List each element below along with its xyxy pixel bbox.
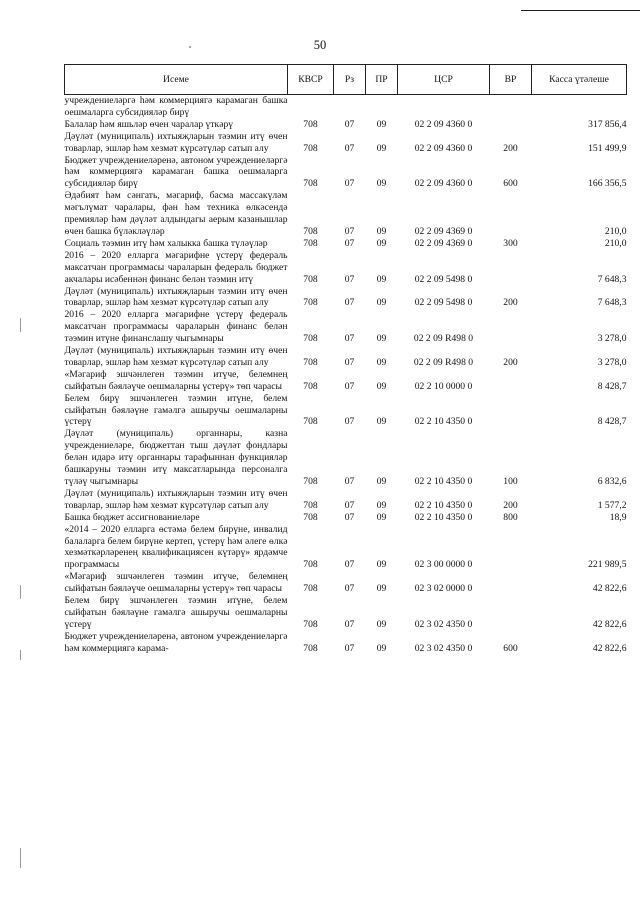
row-vr-cell: 200 xyxy=(503,297,518,309)
row-amount-cell: 42 822,6 xyxy=(592,583,627,595)
row-rz-cell: 07 xyxy=(344,511,355,523)
row-pr-cell: 09 xyxy=(376,142,387,154)
header-pr: ПР xyxy=(366,65,398,95)
header-vr: ВР xyxy=(490,65,532,95)
row-rz-cell: 07 xyxy=(344,178,355,190)
row-rz-cell: 07 xyxy=(344,476,355,487)
row-csr-cell: 02 2 10 0000 0 xyxy=(414,380,473,392)
table-row xyxy=(65,131,627,155)
table-row xyxy=(65,524,627,572)
table-row xyxy=(65,512,627,524)
table-row xyxy=(65,190,627,238)
row-kvsr-cell: 708 xyxy=(303,356,318,368)
row-name-cell: Әдәбият һәм сәнгать, мәгариф, басма массакүләм мәгълүмат чаралары, фән һәм техника өлкәсендә премияләр һәм дәүләт алдындагы аерым казанышлар өчен башка бүләкләүләр xyxy=(64,190,288,237)
row-csr-cell xyxy=(398,95,490,119)
row-pr-cell: 09 xyxy=(376,583,387,595)
row-rz-cell: 07 xyxy=(344,380,355,392)
table-row xyxy=(65,238,627,250)
row-rz-cell: 07 xyxy=(344,333,355,345)
table-row xyxy=(65,286,627,310)
row-rz-cell: 07 xyxy=(344,642,355,654)
row-pr-cell: 09 xyxy=(376,416,387,428)
row-name-cell: «2014 – 2020 елларга өстәмә белем бирүне, инвалид балаларга белем бирүне кертеп, үстерү һәм әлеге өлкә хезмәткәрләренең квалификациясен күтәрү» ярдәмче программасы xyxy=(64,523,288,571)
row-amount-cell: 210,0 xyxy=(604,237,627,249)
row-amount-cell: 317 856,4 xyxy=(588,118,627,130)
row-vr-cell: 100 xyxy=(503,476,518,487)
table-header-row xyxy=(65,65,627,95)
row-amount-cell: 221 989,5 xyxy=(588,559,627,571)
row-csr-cell: 02 2 10 4350 0 xyxy=(414,476,473,487)
row-vr-cell: 200 xyxy=(503,499,518,511)
row-kvsr-cell: 708 xyxy=(303,511,318,523)
row-kvsr-cell: 708 xyxy=(303,499,318,511)
row-name-cell: Балалар һәм яшьләр өчен чаралар үткәрү xyxy=(64,118,234,130)
row-rz-cell: 07 xyxy=(344,618,355,630)
row-csr-cell: 02 2 09 4369 0 xyxy=(414,225,473,237)
row-rz-cell: 07 xyxy=(344,273,355,285)
row-csr-cell: 02 3 00 0000 0 xyxy=(414,559,473,571)
row-pr-cell: 09 xyxy=(376,333,387,345)
row-csr-cell: 02 2 09 4369 0 xyxy=(414,237,473,249)
table-row xyxy=(65,369,627,393)
row-kvsr-cell: 708 xyxy=(303,297,318,309)
row-name-cell: Бюджет учреждениеләренә, автоном учреждениеләргә һәм коммерциягә карама- xyxy=(64,630,288,654)
table-row xyxy=(65,309,627,345)
row-name-cell: Дәүләт (муниципаль) ихтыяҗларын тәэмин итү өчен товарлар, эшләр һәм хезмәт күрсәтүләр сатып алу xyxy=(64,487,288,511)
row-vr-cell: 300 xyxy=(503,237,518,249)
table-row xyxy=(65,250,627,286)
row-kvsr-cell: 708 xyxy=(303,380,318,392)
table-row xyxy=(65,95,627,119)
row-rz-cell: 07 xyxy=(344,499,355,511)
row-name-cell: Бюджет учреждениеләренә, автоном учреждениеләргә һәм коммерциягә карамаган башка оешмаларга субсидияләр бирү xyxy=(64,154,288,190)
table-row xyxy=(65,488,627,512)
table-row xyxy=(65,119,627,131)
row-csr-cell: 02 3 02 4350 0 xyxy=(414,618,473,630)
row-csr-cell: 02 2 10 4350 0 xyxy=(414,511,473,523)
row-csr-cell: 02 2 10 4350 0 xyxy=(414,499,473,511)
row-rz-cell xyxy=(334,95,366,119)
row-vr-cell: 600 xyxy=(503,642,518,654)
row-pr-cell: 09 xyxy=(376,178,387,190)
row-csr-cell: 02 3 02 0000 0 xyxy=(414,583,473,595)
row-pr-cell: 09 xyxy=(376,273,387,285)
row-amount-cell: 151 499,9 xyxy=(588,142,627,154)
row-vr-cell: 600 xyxy=(503,178,518,190)
row-amount-cell: 210,0 xyxy=(604,225,627,237)
margin-mark xyxy=(20,650,21,660)
row-name-cell: Башка бюджет ассигнованиеләре xyxy=(64,511,200,523)
row-rz-cell: 07 xyxy=(344,559,355,571)
row-csr-cell: 02 2 10 4350 0 xyxy=(414,416,473,428)
row-vr-cell xyxy=(490,95,532,119)
row-vr-cell xyxy=(490,190,532,238)
row-csr-cell: 02 2 09 5498 0 xyxy=(414,297,473,309)
budget-table xyxy=(64,64,627,655)
row-pr-cell xyxy=(366,95,398,119)
row-csr-cell: 02 2 09 R498 0 xyxy=(413,356,474,368)
row-vr-cell xyxy=(490,571,532,595)
row-name-cell: Социаль тәэмин итү һәм халыкка башка түләүләр xyxy=(64,237,268,249)
row-name-cell: «Мәгариф эшчәнлеген тәэмин итүче, белемнең сыйфатын бәяләүче оешмаларны үстерү» төп чарасы xyxy=(64,571,288,595)
table-row xyxy=(65,345,627,369)
table-row xyxy=(65,155,627,191)
row-rz-cell: 07 xyxy=(344,297,355,309)
header-name: Исеме xyxy=(65,65,288,95)
row-amount-cell: 42 822,6 xyxy=(592,618,627,630)
row-pr-cell: 09 xyxy=(376,642,387,654)
row-name-cell: «Мәгариф эшчәнлеген тәэмин итүче, белемнең сыйфатын бәяләүче оешмаларны үстерү» төп чарасы xyxy=(64,368,288,392)
table-row xyxy=(65,595,627,631)
row-vr-cell xyxy=(490,595,532,631)
row-rz-cell: 07 xyxy=(344,583,355,595)
table-row xyxy=(65,571,627,595)
row-kvsr-cell: 708 xyxy=(303,237,318,249)
row-amount-cell: 1 577,2 xyxy=(597,499,627,511)
row-pr-cell: 09 xyxy=(376,225,387,237)
row-kvsr-cell: 708 xyxy=(303,178,318,190)
row-amount-cell: 3 278,0 xyxy=(597,356,627,368)
row-kvsr-cell: 708 xyxy=(303,118,318,130)
row-name-cell: учреждениеләргә һәм коммерциягә карамаган башка оешмаларга субсидияләр бирү xyxy=(64,95,288,118)
margin-mark xyxy=(20,848,21,868)
row-amount-cell: 6 832,6 xyxy=(597,476,627,487)
row-pr-cell: 09 xyxy=(376,356,387,368)
row-vr-cell: 200 xyxy=(503,356,518,368)
row-vr-cell: 800 xyxy=(503,511,518,523)
row-vr-cell xyxy=(490,119,532,131)
row-amount-cell: 42 822,6 xyxy=(592,642,627,654)
row-kvsr-cell: 708 xyxy=(303,142,318,154)
row-amount-cell: 3 278,0 xyxy=(597,333,627,345)
margin-mark xyxy=(20,318,21,332)
table-body xyxy=(65,95,627,655)
margin-mark xyxy=(20,585,21,599)
corner-rule xyxy=(521,10,640,11)
row-pr-cell: 09 xyxy=(376,618,387,630)
row-kvsr-cell: 708 xyxy=(303,273,318,285)
row-amount-cell: 7 648,3 xyxy=(597,273,627,285)
row-amount-cell: 166 356,5 xyxy=(588,178,627,190)
row-vr-cell xyxy=(490,250,532,286)
table-row xyxy=(65,428,627,488)
row-amount-cell: 8 428,7 xyxy=(597,416,627,428)
row-pr-cell: 09 xyxy=(376,499,387,511)
row-pr-cell: 09 xyxy=(376,511,387,523)
row-pr-cell: 09 xyxy=(376,237,387,249)
row-kvsr-cell: 708 xyxy=(303,583,318,595)
row-pr-cell: 09 xyxy=(376,118,387,130)
row-vr-cell xyxy=(490,393,532,429)
row-name-cell: Дәүләт (муниципаль) ихтыяҗларын тәэмин итү өчен товарлар, эшләр һәм хезмәт күрсәтүләр сатып алу xyxy=(64,130,288,154)
row-rz-cell: 07 xyxy=(344,356,355,368)
table-row xyxy=(65,631,627,655)
row-vr-cell: 200 xyxy=(503,142,518,154)
row-kvsr-cell: 708 xyxy=(303,559,318,571)
row-rz-cell: 07 xyxy=(344,237,355,249)
row-pr-cell: 09 xyxy=(376,559,387,571)
row-kvsr-cell: 708 xyxy=(303,476,318,487)
row-kvsr-cell xyxy=(288,95,334,119)
row-name-cell: Дәүләт (муниципаль) ихтыяҗларын тәэмин итү өчен товарлар, эшләр һәм хезмәт күрсәтүләр сатып алу xyxy=(64,345,288,368)
row-amount-cell: 7 648,3 xyxy=(597,297,627,309)
row-kvsr-cell: 708 xyxy=(303,416,318,428)
header-rz: Рз xyxy=(334,65,366,95)
row-name-cell: Белем бирү эшчәнлеген тәэмин итүне, белем сыйфатын бәяләүне гамәлгә ашыручы оешмаларны үстерү xyxy=(64,392,288,428)
header-kvsr: КВСР xyxy=(288,65,334,95)
row-csr-cell: 02 2 09 4360 0 xyxy=(414,142,473,154)
row-vr-cell xyxy=(490,524,532,572)
row-name-cell: 2016 – 2020 елларга мәгарифне үстерү федераль максатчан программасы чараларын финанс белән тәэмин итүне финанслашу чыгымнары xyxy=(64,309,288,345)
row-rz-cell: 07 xyxy=(344,142,355,154)
row-pr-cell: 09 xyxy=(376,297,387,309)
row-rz-cell: 07 xyxy=(344,118,355,130)
row-rz-cell: 07 xyxy=(344,416,355,428)
row-csr-cell: 02 3 02 4350 0 xyxy=(414,642,473,654)
row-kvsr-cell: 708 xyxy=(303,642,318,654)
row-kvsr-cell: 708 xyxy=(303,618,318,630)
row-amount-cell xyxy=(532,95,627,119)
row-csr-cell: 02 2 09 4360 0 xyxy=(414,178,473,190)
header-amount: Касса үтәлеше xyxy=(532,65,627,95)
row-csr-cell: 02 2 09 R498 0 xyxy=(413,333,474,345)
row-pr-cell: 09 xyxy=(376,380,387,392)
row-name-cell: Дәүләт (муниципаль) органнары, казна учреждениеләре, бюджеттан тыш дәүләт фондлары белән идарә итү органнары тарафыннан функцияләр башкаруны тәэмин итү максатларында персоналга түләү чыгымнары xyxy=(64,428,288,487)
table-row xyxy=(65,393,627,429)
row-name-cell: 2016 – 2020 елларга мәгарифне үстерү федераль максатчан программасы чараларын федераль бюджет акчалары исәбеннән финанс белән тәэмин итү xyxy=(64,249,288,285)
row-csr-cell: 02 2 09 4360 0 xyxy=(414,118,473,130)
row-kvsr-cell: 708 xyxy=(303,225,318,237)
header-csr: ЦСР xyxy=(398,65,490,95)
row-vr-cell xyxy=(490,309,532,345)
row-name-cell: Дәүләт (муниципаль) ихтыяҗларын тәэмин итү өчен товарлар, эшләр һәм хезмәт күрсәтүләр сатып алу xyxy=(64,285,288,309)
row-csr-cell: 02 2 09 5498 0 xyxy=(414,273,473,285)
row-name-cell: Белем бирү эшчәнлеген тәэмин итүне, белем сыйфатын бәяләүне гамәлгә ашыручы оешмаларны үстерү xyxy=(64,595,288,630)
row-vr-cell xyxy=(490,369,532,393)
row-amount-cell: 8 428,7 xyxy=(597,380,627,392)
row-kvsr-cell: 708 xyxy=(303,333,318,345)
row-rz-cell: 07 xyxy=(344,225,355,237)
row-pr-cell: 09 xyxy=(376,476,387,487)
row-amount-cell: 18,9 xyxy=(609,511,627,523)
page-number: 50 xyxy=(313,38,327,52)
